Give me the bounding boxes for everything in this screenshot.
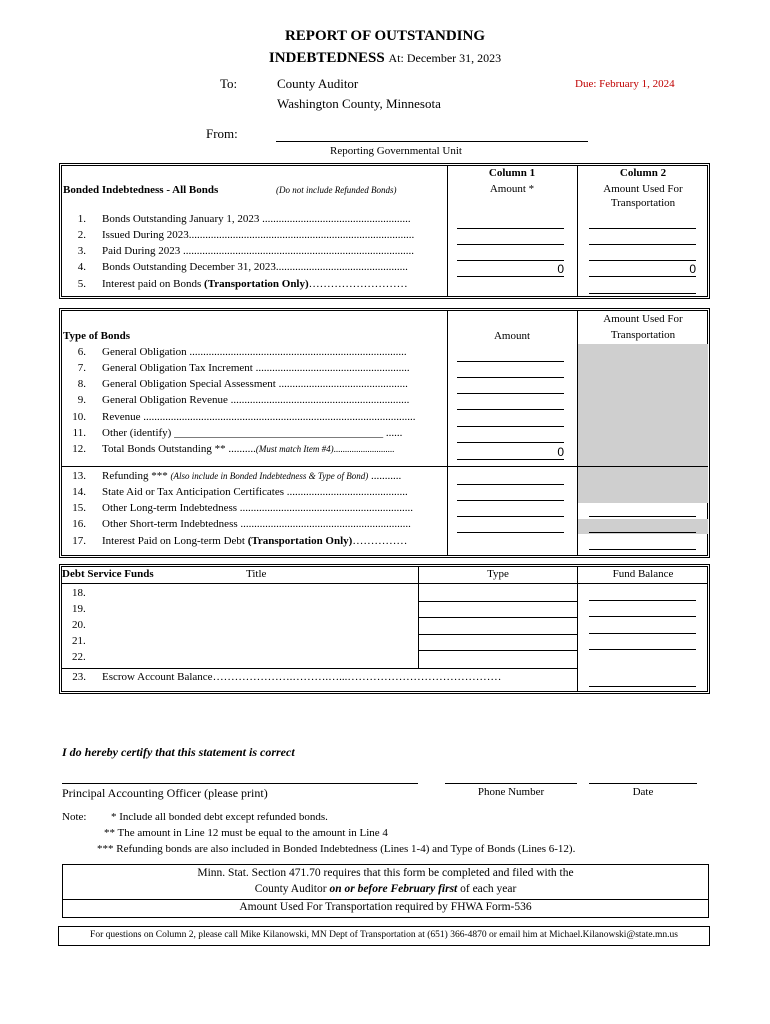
row-21: 21. [72, 635, 86, 647]
statute-line2: County Auditor on or before February first of each year [254, 883, 517, 895]
line16-field[interactable] [457, 532, 564, 533]
note-3: *** Refunding bonds are also included in Bonded Indebtedness (Lines 1-4) and Type of Bonds (Lines 6-12). [97, 843, 576, 855]
title-line2: INDEBTEDNESS [268, 50, 385, 66]
line-13: 13. Refunding *** (Also include in Bonded Indebtedness & Type of Bond) ........... [72, 470, 402, 482]
title-line1: REPORT OF OUTSTANDING [284, 28, 486, 44]
line-11: 11. Other (identify) ______________________________________ ...... [72, 427, 403, 439]
col2-title: Column 2 [619, 167, 667, 179]
date-label: Date [632, 786, 654, 798]
line7-field[interactable] [457, 377, 564, 378]
from-caption: Reporting Governmental Unit [330, 145, 462, 157]
escrow-balance-field[interactable] [589, 686, 696, 687]
footer-questions: For questions on Column 2, please call Mike Kilanowski, MN Dept of Transportation at (651) 366-4870 or email him at Michael.Kilanowski@state.mn.us [90, 930, 678, 940]
statute-line1: Minn. Stat. Section 471.70 requires that this form be completed and filed with the [197, 867, 574, 879]
line-9: 9. General Obligation Revenue ................................................................. [77, 394, 410, 406]
row-20: 20. [72, 619, 86, 631]
line-3: 3. Paid During 2023 .................................................................................... [77, 245, 414, 257]
section2-amount-label: Amount [493, 330, 531, 342]
note-1: * Include all bonded debt except refunded bonds. [111, 811, 328, 823]
line4-col1-value: 0 [557, 262, 564, 276]
line-6: 6. General Obligation ............................................................................... [77, 346, 407, 358]
line9-field[interactable] [457, 409, 564, 410]
note-label: Note: [62, 811, 87, 823]
line-5: 5. Interest paid on Bonds (Transportation Only)……………………… [77, 278, 408, 290]
line16-col2-field[interactable] [589, 532, 696, 533]
line-2: 2. Issued During 2023.................................................................................. [77, 229, 415, 241]
line5-col2-field[interactable] [589, 293, 696, 294]
line4-col2-field[interactable] [589, 276, 696, 277]
line4-col1-field[interactable] [457, 276, 564, 277]
to-line2: Washington County, Minnesota [277, 96, 441, 111]
section2-col2-sub2: Transportation [610, 329, 676, 341]
line-8: 8. General Obligation Special Assessment ............................................... [77, 378, 408, 390]
col1-sub: Amount * [489, 183, 535, 195]
from-field[interactable] [276, 141, 588, 142]
officer-signature-field[interactable] [62, 783, 418, 784]
line2-col2-field[interactable] [589, 244, 696, 245]
to-label: To: [220, 76, 238, 91]
officer-label: Principal Accounting Officer (please print) [62, 786, 268, 800]
line12-field[interactable] [457, 459, 564, 460]
section1-heading: Bonded Indebtedness - All Bonds [63, 184, 219, 196]
line-16: 16. Other Short-term Indebtedness .............................................................. [72, 518, 411, 530]
line15-col2-field[interactable] [589, 516, 696, 517]
section1-note: (Do not include Refunded Bonds) [276, 185, 397, 195]
line-10: 10. Revenue ................................................................................................... [72, 411, 416, 423]
line10-field[interactable] [457, 426, 564, 427]
row19-balance-field[interactable] [589, 616, 696, 617]
row-18: 18. [72, 587, 86, 599]
line3-col2-field[interactable] [589, 260, 696, 261]
line14-field[interactable] [457, 500, 564, 501]
line17-col2-field[interactable] [589, 549, 696, 550]
line8-field[interactable] [457, 393, 564, 394]
line6-field[interactable] [457, 361, 564, 362]
row20-balance-field[interactable] [589, 633, 696, 634]
statute-line3: Amount Used For Transportation required by FHWA Form-536 [239, 901, 532, 913]
section2-heading: Type of Bonds [63, 330, 131, 342]
note-2: ** The amount in Line 12 must be equal to the amount in Line 4 [104, 827, 388, 839]
line-23: 23. Escrow Account Balance………………….……….…...…………………………………… [72, 671, 502, 683]
row-19: 19. [72, 603, 86, 615]
line12-value: 0 [557, 445, 564, 459]
due-date: Due: February 1, 2024 [575, 78, 675, 90]
date-field[interactable] [589, 783, 697, 784]
line2-col1-field[interactable] [457, 244, 564, 245]
balance-col-header: Fund Balance [612, 568, 674, 580]
row21-balance-field[interactable] [589, 649, 696, 650]
line-15: 15. Other Long-term Indebtedness ............................................................... [72, 502, 414, 514]
type-col-header: Type [487, 568, 509, 580]
line-17: 17. Interest Paid on Long-term Debt (Transportation Only)…………… [72, 535, 408, 547]
row18-balance-field[interactable] [589, 600, 696, 601]
line4-col2-value: 0 [689, 262, 696, 276]
from-label: From: [206, 126, 238, 141]
section2-col2-sub1: Amount Used For [603, 313, 683, 325]
certify-statement: I do hereby certify that this statement is correct [62, 745, 295, 759]
line13-field[interactable] [457, 484, 564, 485]
line15-field[interactable] [457, 516, 564, 517]
line-12: 12. Total Bonds Outstanding ** ..........(Must match Item #4)........................... [72, 443, 395, 455]
phone-label: Phone Number [477, 786, 545, 798]
phone-field[interactable] [445, 783, 577, 784]
title-at-date: At: December 31, 2023 [388, 51, 502, 65]
row-22: 22. [72, 651, 86, 663]
line-4: 4. Bonds Outstanding December 31, 2023................................................ [77, 261, 408, 273]
to-line1: County Auditor [277, 76, 359, 91]
form-title-line2 [0, 50, 770, 67]
col2-sub1: Amount Used For [603, 183, 683, 195]
section4-heading: Debt Service Funds [62, 568, 154, 580]
line-1: 1. Bonds Outstanding January 1, 2023 ...................................................... [77, 213, 411, 225]
line1-col1-field[interactable] [457, 228, 564, 229]
line-14: 14. State Aid or Tax Anticipation Certificates ............................................ [72, 486, 408, 498]
line1-col2-field[interactable] [589, 228, 696, 229]
form-title [0, 28, 770, 45]
title-col-header: Title [246, 568, 267, 580]
line3-col1-field[interactable] [457, 260, 564, 261]
col1-title: Column 1 [488, 167, 536, 179]
line11-field[interactable] [457, 442, 564, 443]
col2-sub2: Transportation [610, 197, 676, 209]
line-7: 7. General Obligation Tax Increment ........................................................ [77, 362, 410, 374]
